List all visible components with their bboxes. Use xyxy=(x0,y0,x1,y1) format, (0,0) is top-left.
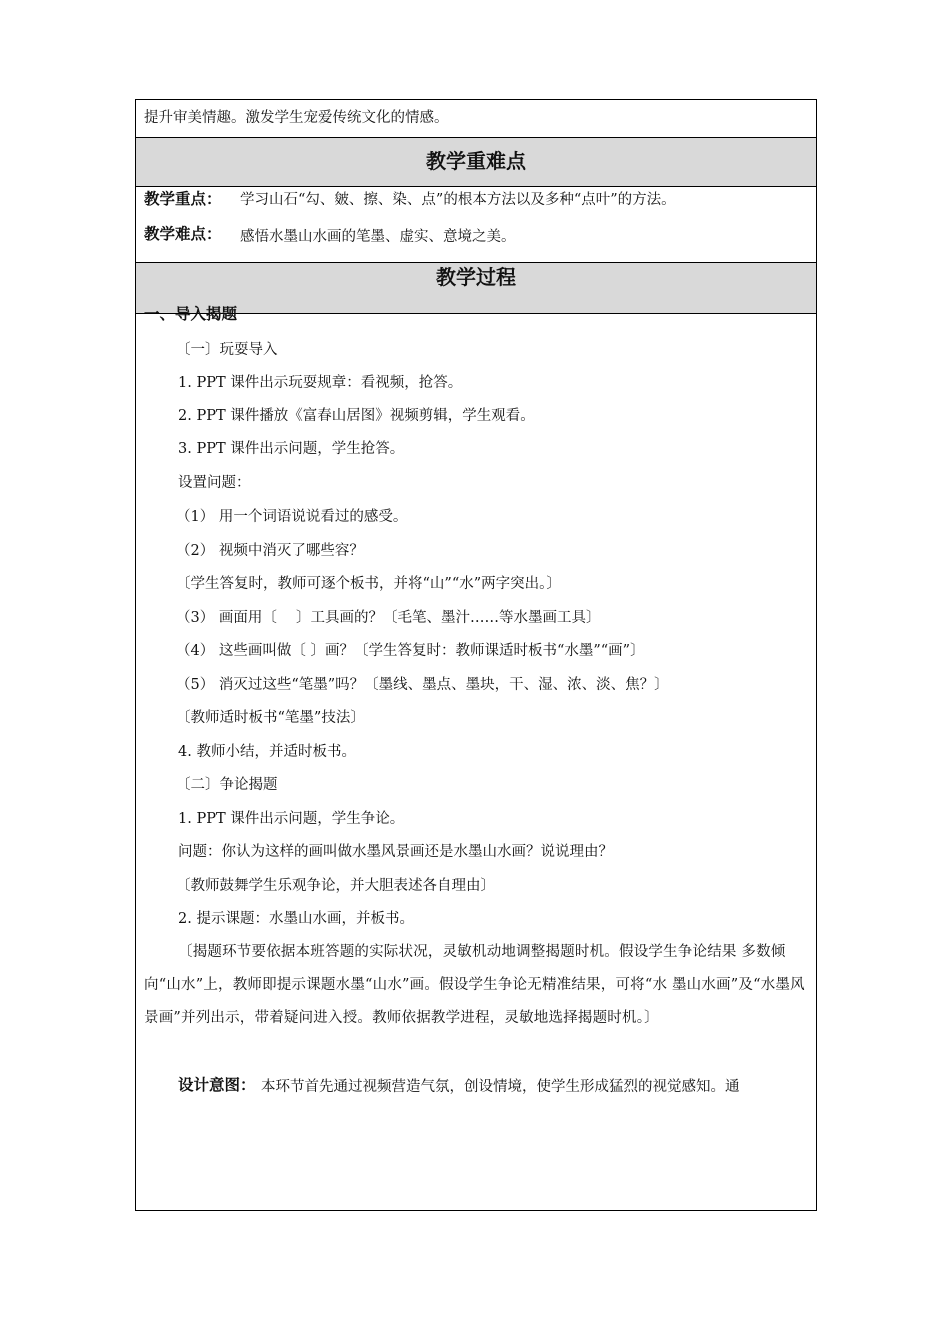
process-line: 1. PPT 课件出示玩耍规章：看视频，抢答。 xyxy=(178,375,463,391)
process-line: （5） 消灭过这些“笔墨”吗？〔墨线、墨点、墨块，干、湿、浓、淡、焦？〕 xyxy=(176,677,669,693)
process-line: 〔学生答复时，教师可逐个板书，并将“山”“水”两字突出。〕 xyxy=(176,576,561,592)
focus-label: 教学重点： xyxy=(144,190,222,208)
process-line: 〔二〕争论揭题 xyxy=(176,777,278,793)
process-line: 3. PPT 课件出示问题，学生抢答。 xyxy=(178,441,405,457)
divider xyxy=(135,186,817,187)
process-line: （1） 用一个词语说说看过的感受。 xyxy=(176,509,408,525)
process-title: 教学过程 xyxy=(436,265,516,289)
intro-line: 提升审美情趣。激发学生宠爱传统文化的情感。 xyxy=(144,110,449,126)
process-line: 2. 提示课题：水墨山水画，并板书。 xyxy=(178,911,414,927)
process-line: 〔教师鼓舞学生乐观争论，并大胆表述各自理由〕 xyxy=(176,878,495,894)
part1-heading: 一、导入揭题 xyxy=(144,305,238,323)
design-label: 设计意图： xyxy=(178,1076,256,1094)
difficulty-label: 教学难点： xyxy=(144,225,222,243)
process-line: （4） 这些画叫做〔 〕画？〔学生答复时：教师课适时板书“水墨”“画”〕 xyxy=(176,643,645,659)
focus-text: 学习山石“勾、皴、擦、染、点”的根本方法以及多种“点叶”的方法。 xyxy=(240,192,676,208)
process-line: （2） 视频中消灭了哪些容？ xyxy=(176,543,364,559)
divider xyxy=(135,313,817,314)
process-line: 设置问题： xyxy=(178,475,251,491)
key-points-title: 教学重难点 xyxy=(426,149,526,173)
process-line: 4. 教师小结，并适时板书。 xyxy=(178,744,356,760)
process-line: 问题：你认为这样的画叫做水墨风景画还是水墨山水画？说说理由？ xyxy=(178,844,613,860)
process-paragraph: 〔揭题环节要依据本班答题的实际状况，灵敏机动地调整揭题时机。假设学生争论结果 多数倾向“山水”上，教师即提示课题水墨“山水”画。假设学生争论无精准结果，可将“水 墨山水画”及“水墨风景画”并列出示，带着疑问进入授。教师依据教学进程，灵敏地选择揭题时机。〕 xyxy=(144,944,805,1026)
process-line: 〔一〕玩耍导入 xyxy=(176,342,278,358)
process-line: 1. PPT 课件出示问题，学生争论。 xyxy=(178,811,405,827)
process-line: 〔教师适时板书“笔墨”技法〕 xyxy=(176,710,365,726)
difficulty-text: 感悟水墨山水画的笔墨、虚实、意境之美。 xyxy=(240,229,516,245)
design-text: 本环节首先通过视频营造气氛，创设情境，使学生形成猛烈的视觉感知。通 xyxy=(261,1079,740,1095)
process-line: （3） 画面用〔 〕工具画的？〔毛笔、墨汁……等水墨画工具〕 xyxy=(176,610,601,626)
process-line: 2. PPT 课件播放《富春山居图》视频剪辑，学生观看。 xyxy=(178,408,535,424)
